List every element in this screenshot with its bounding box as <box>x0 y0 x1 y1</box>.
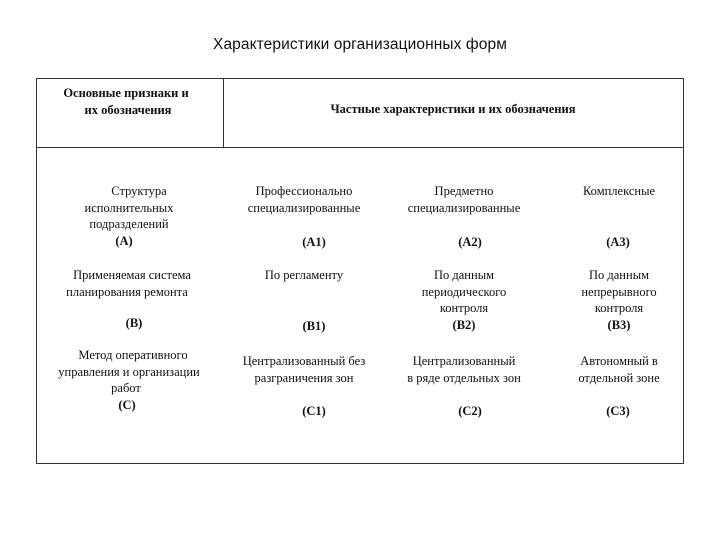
row-a-feature <box>39 183 219 249</box>
row-a-feature-line2: исполнительных <box>84 200 174 215</box>
page-title: Характеристики организационных форм <box>213 36 507 53</box>
row-b-cell-1-line1: По регламенту <box>264 268 344 282</box>
row-b-cell-3-line1: По данным <box>589 268 649 282</box>
row-c-cell-2-code: (С2) <box>458 404 482 418</box>
row-a-cell-1-line2: специализированные <box>247 200 361 215</box>
row-b-feature <box>39 267 219 300</box>
header-left-line1: Основные признаки и <box>63 86 189 100</box>
row-a-cell-1 <box>229 183 379 216</box>
row-a-cell-3 <box>549 183 689 200</box>
row-a-cell-3-code: (А3) <box>606 235 630 249</box>
row-c-code: (С) <box>118 397 136 412</box>
row-c-cell-2-line2: в ряде отдельных зон <box>407 370 521 385</box>
header-right-cell: Частные характеристики и их обозначения <box>330 102 576 116</box>
row-c-cell-3-line1: Автономный в <box>580 354 658 368</box>
row-c-feature-line3: работ <box>111 381 141 395</box>
row-c-feature-line2: управления и организации <box>58 364 200 379</box>
row-c-cell-2-line1: Централизованный <box>412 354 516 368</box>
row-c-cell-1-code: (С1) <box>302 404 326 418</box>
row-b-cell-1 <box>229 267 379 284</box>
row-c-feature <box>39 347 219 413</box>
row-b-cell-2-line3: контроля <box>439 301 489 315</box>
row-a-feature-line1: Структура <box>111 184 167 198</box>
row-a-cell-2-line2: специализированные <box>407 200 521 215</box>
row-b-cell-2-line1: По данным <box>434 268 494 282</box>
row-c-cell-3 <box>549 353 689 386</box>
row-c-feature-line1: Метод оперативного <box>78 348 188 362</box>
row-b-feature-line2: планирования ремонта <box>66 284 188 299</box>
row-c-cell-3-code: (С3) <box>606 404 630 418</box>
row-b-code: (В) <box>125 316 143 330</box>
row-c-cell-1-line1: Централизованный без <box>242 354 366 368</box>
row-b-cell-2 <box>389 267 539 333</box>
row-a-cell-2-code: (А2) <box>458 235 482 249</box>
row-b-cell-3 <box>549 267 689 333</box>
row-a-cell-2 <box>389 183 539 216</box>
row-a-cell-1-line1: Профессионально <box>255 184 353 198</box>
header-left-line2: их обозначения <box>84 102 172 117</box>
row-c-cell-3-line2: отдельной зоне <box>578 370 660 385</box>
row-b-cell-1-code: (В1) <box>302 319 326 333</box>
row-a-cell-2-line1: Предметно <box>434 184 494 198</box>
row-b-cell-2-line2: периодического <box>421 284 507 299</box>
row-b-cell-2-code: (В2) <box>452 317 476 332</box>
row-a-cell-3-line1: Комплексные <box>582 184 656 198</box>
row-b-cell-3-line3: контроля <box>594 301 644 315</box>
row-c-cell-1-line2: разграничения зон <box>254 370 354 385</box>
row-a-code: (А) <box>115 233 133 248</box>
header-left-cell <box>41 85 219 118</box>
row-a-feature-line3: подразделений <box>89 217 169 231</box>
row-b-feature-line1: Применяемая система <box>73 268 191 282</box>
characteristics-table <box>36 78 684 464</box>
row-a-cell-1-code: (А1) <box>302 235 326 249</box>
row-b-cell-3-line2: непрерывного <box>581 284 657 299</box>
row-c-cell-2 <box>389 353 539 386</box>
header-divider <box>37 147 683 148</box>
row-b-cell-3-code: (В3) <box>607 317 631 332</box>
row-c-cell-1 <box>229 353 379 386</box>
